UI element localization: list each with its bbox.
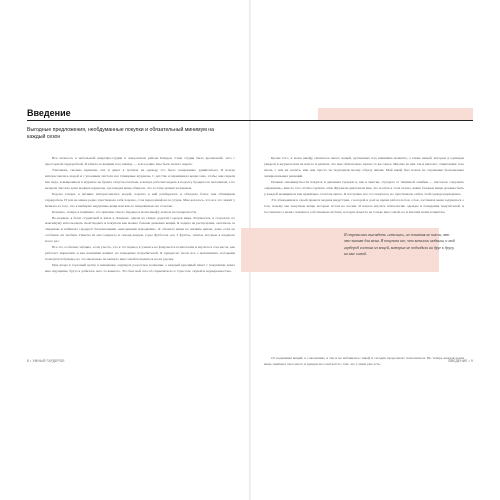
body-paragraph: Короче говоря, я активно интересовалась модой, хорошо в ней разбиралась и обладала более чем обширным гардеробом. И тем не менее редко чувствовала себя хорошо, стоя перед шкафом по утрам. Мне казалось, что все это лежит у меня из-за того, что я выбираю неудачные вещи или как-то неправильно их сочетаю.	[45, 191, 235, 208]
body-paragraph: Во-первых, я была студенткой и жила в Лондоне, одном из самых дорогих городов мира. Разумеется, я старалась по максимуму использовать свой бюджет и покупала как можно больше дешевых вещей. Я ходила на распродажи, охотилась за скидками и набивала гардероб бесконечными «выгодными находками». Я обожала вещи по низким ценам, даже если не особенно их любила. Пакеты из масс-маркета и секонд-хендов, горы футболок «по 3 фунта», платья, которые я надевала всего раз.	[45, 215, 235, 244]
folio-right: ВВЕДЕНИЕ • 9	[448, 359, 473, 363]
body-paragraph: Все началось в небольшой квартире-студии в лондонском районе Камден. Сама студия была крошечной, зато с просторной гардеробной. Я забила ее вещами под завязку — и все равно мне было нечего надеть.	[45, 156, 235, 166]
folio-left: 8 • УМНЫЙ ГАРДЕРОБ	[27, 359, 65, 363]
body-paragraph: Кроме того, в моем шкафу скопилось много вещей, купленных под влиянием момента, а также вещей, которые я однажды увидела в журнале или на ком-то и решила, что мне обязательно нужно то же самое. Многие из них так и висели с этикетками: я не знала, с чем их носить, или они просто не подходили моему образу жизни. Мой шкаф был похож на отражение бесконечных эмоциональных решений.	[264, 156, 464, 178]
body-paragraph: Конечно, теперь я понимаю, что причина такого бардака в моем шкафу лежала на поверхности.	[52, 209, 197, 214]
right-body-column	[264, 156, 464, 216]
pull-quote: Я стремилась выглядеть «стильно», но понятия не имела, что это значит для меня. Я покупала все, что казалось модным, и мой гардероб состоял из вещей, которые не подходили ни друг к другу, ни мне самой.	[344, 233, 455, 257]
left-body-column	[45, 156, 235, 275]
header-accent-block	[318, 108, 473, 120]
body-paragraph: Все это особенно забавно, если учесть, что в тот период я училась на факультете психологии и изучала в том числе, как работает маркетинг и как компании влияют на поведение потребителей. Я прекрасно знала все о механизмах, которыми пользуются бренды, но это нисколько не мешало мне самой попадаться на их удочку.	[45, 245, 235, 262]
title-rule	[27, 120, 473, 121]
body-paragraph: Помимо сиюминутности покупок и давления трендов я, как и многие, страдала от типичной ошибки — пыталась следовать «правилам», вместо того чтобы слушать себя. Журналы диктовали мне, что носить в этом сезоне, какие базовые вещи должны быть у каждой женщины и как правильно сочетать цвета. Я послушно все это покупала, но чувствовала себя в этой одежде неуверенно.	[264, 179, 464, 196]
right-body-column-bottom	[264, 356, 464, 368]
chapter-subtitle: Выгодные предложения, необдуманные покупки и обязательный минимум на каждый сезон	[27, 127, 214, 141]
body-paragraph: При входе в торговый центр я неизменно ощущала радостное волнение, а каждый красивый пакет с покупками давал мне ощущение, будто я добилась чего-то важного. Это был мой способ справляться со стрессом, скукой и неуверенностью.	[45, 263, 235, 274]
body-paragraph: Учитывая, сколько времени, сил и денег я тратила на одежду, это было совершенно удивительно. Я всегда интересовалась модой и с упоением листала все глянцевые журналы. С детства я перешивала вещи сама, чтобы они сидели как надо, и выкраивала в журнале на бумаге силуэты платьев, в вечера рабочих недель я подолгу бродила по магазинам, а по вечерам листала дома модные журналы, где каждая вещь обещала, что я стану новым человеком.	[45, 167, 235, 190]
body-paragraph: Эта убежденная в своей правоте модная индустрия, с которой я долгое время работала бок о бок, заставила меня задуматься о том, почему мы покупаем вещи, которые потом не носим. Я начала изучать психологию одежды и поведения покупателей, и постепенно у меня сложилась собственная система, которая помогла не только мне самой, но и многим моим клиентам.	[264, 197, 464, 214]
body-paragraph: От надевания вещей, к сожалению, я так и не избавилась: шкаф и сегодня продолжает пополняться. Но теперь каждая новая вещь занимает свое место и прекрасно сочетается с тем, что у меня уже есть.	[264, 356, 464, 366]
chapter-title: Введение	[27, 108, 71, 118]
